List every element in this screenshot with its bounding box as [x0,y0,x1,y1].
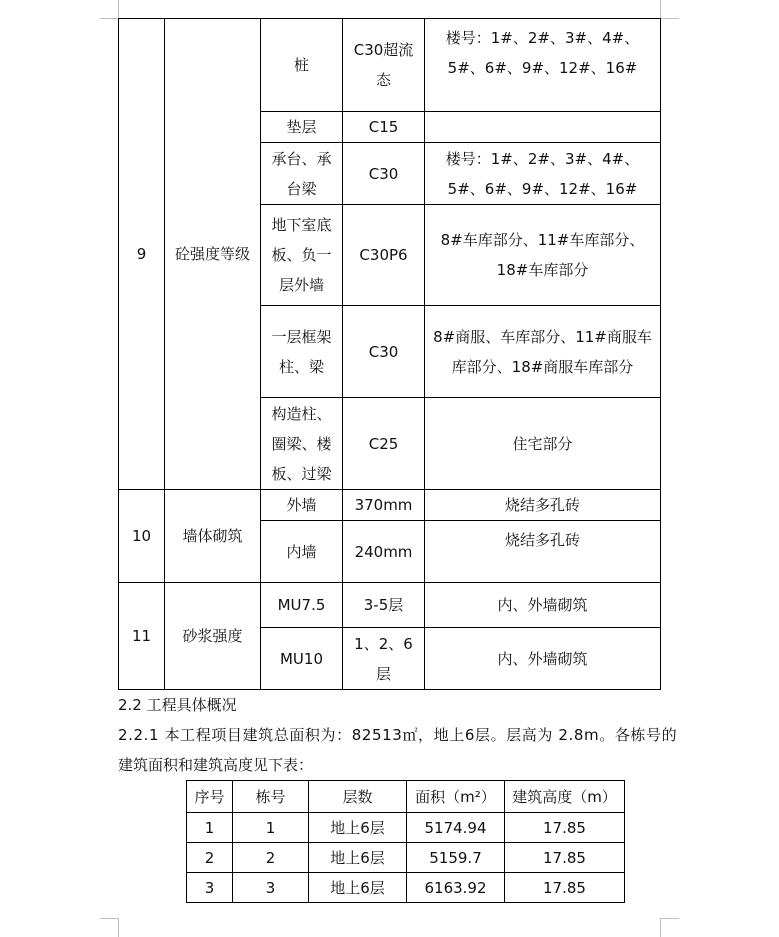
intro-paragraph-line-2: 建筑面积和建筑高度见下表： [118,756,314,774]
item-name: 砼强度等级 [165,19,261,490]
table-cell: 3 [187,873,233,903]
value-cell: C25 [343,398,425,490]
table-cell: 2 [187,843,233,873]
value-cell: 240mm [343,521,425,583]
table-cell: 地上6层 [309,813,407,843]
column-header: 层数 [309,781,407,813]
part-cell: 外墙 [261,490,343,521]
part-cell: MU7.5 [261,583,343,628]
value-cell: C30 [343,306,425,398]
table-cell: 2 [233,843,309,873]
intro-paragraph-line-1: 2.2.1 本工程项目建筑总面积为：82513㎡，地上6层。层高为 2.8m。各栋号的 [118,726,678,744]
remark-cell: 烧结多孔砖 [425,490,661,521]
part-cell: 内墙 [261,521,343,583]
crop-mark-bottom-left [100,918,119,937]
table-row [119,490,661,521]
table-cell: 地上6层 [309,873,407,903]
value-cell: C30超流态 [343,19,425,112]
value-cell: 3-5层 [343,583,425,628]
value-cell: C30 [343,143,425,205]
remark-cell: 烧结多孔砖 [425,521,661,583]
item-name: 墙体砌筑 [165,490,261,583]
remark-cell: 内、外墙砌筑 [425,628,661,690]
table-cell: 5174.94 [407,813,505,843]
part-cell: 垫层 [261,112,343,143]
part-cell: 一层框架柱、梁 [261,306,343,398]
crop-mark-top-left [100,0,119,19]
table-cell: 17.85 [505,843,625,873]
section-heading: 2.2 工程具体概况 [118,696,237,714]
part-cell: 地下室底板、负一层外墙 [261,205,343,306]
table-cell: 3 [233,873,309,903]
value-cell: C30P6 [343,205,425,306]
specification-table [118,18,661,690]
column-header: 栋号 [233,781,309,813]
remark-cell: 住宅部分 [425,398,661,490]
crop-mark-bottom-right [660,918,679,937]
value-cell: C15 [343,112,425,143]
column-header: 建筑高度（m） [505,781,625,813]
value-cell: 370mm [343,490,425,521]
part-cell: 桩 [261,19,343,112]
table-row [187,873,625,903]
remark-cell: 楼号：1#、2#、3#、4#、5#、6#、9#、12#、16# [425,19,661,112]
remark-cell: 8#车库部分、11#车库部分、18#车库部分 [425,205,661,306]
value-cell: 1、2、6层 [343,628,425,690]
remark-cell [425,112,661,143]
table-cell: 17.85 [505,813,625,843]
crop-mark-top-right [660,0,679,19]
table-row [119,583,661,628]
table-cell: 1 [233,813,309,843]
item-number: 10 [119,490,165,583]
part-cell: 构造柱、圈梁、楼板、过梁 [261,398,343,490]
table-cell: 6163.92 [407,873,505,903]
item-number: 11 [119,583,165,690]
part-cell: 承台、承台梁 [261,143,343,205]
table-row [119,19,661,112]
column-header: 序号 [187,781,233,813]
item-name: 砂浆强度 [165,583,261,690]
building-area-table [186,780,625,903]
remark-cell: 8#商服、车库部分、11#商服车库部分、18#商服车库部分 [425,306,661,398]
column-header: 面积（m²） [407,781,505,813]
remark-cell: 内、外墙砌筑 [425,583,661,628]
remark-cell: 楼号：1#、2#、3#、4#、5#、6#、9#、12#、16# [425,143,661,205]
table-header-row [187,781,625,813]
table-row [187,813,625,843]
table-cell: 地上6层 [309,843,407,873]
table-cell: 1 [187,813,233,843]
table-cell: 17.85 [505,873,625,903]
part-cell: MU10 [261,628,343,690]
item-number: 9 [119,19,165,490]
table-row [187,843,625,873]
table-cell: 5159.7 [407,843,505,873]
